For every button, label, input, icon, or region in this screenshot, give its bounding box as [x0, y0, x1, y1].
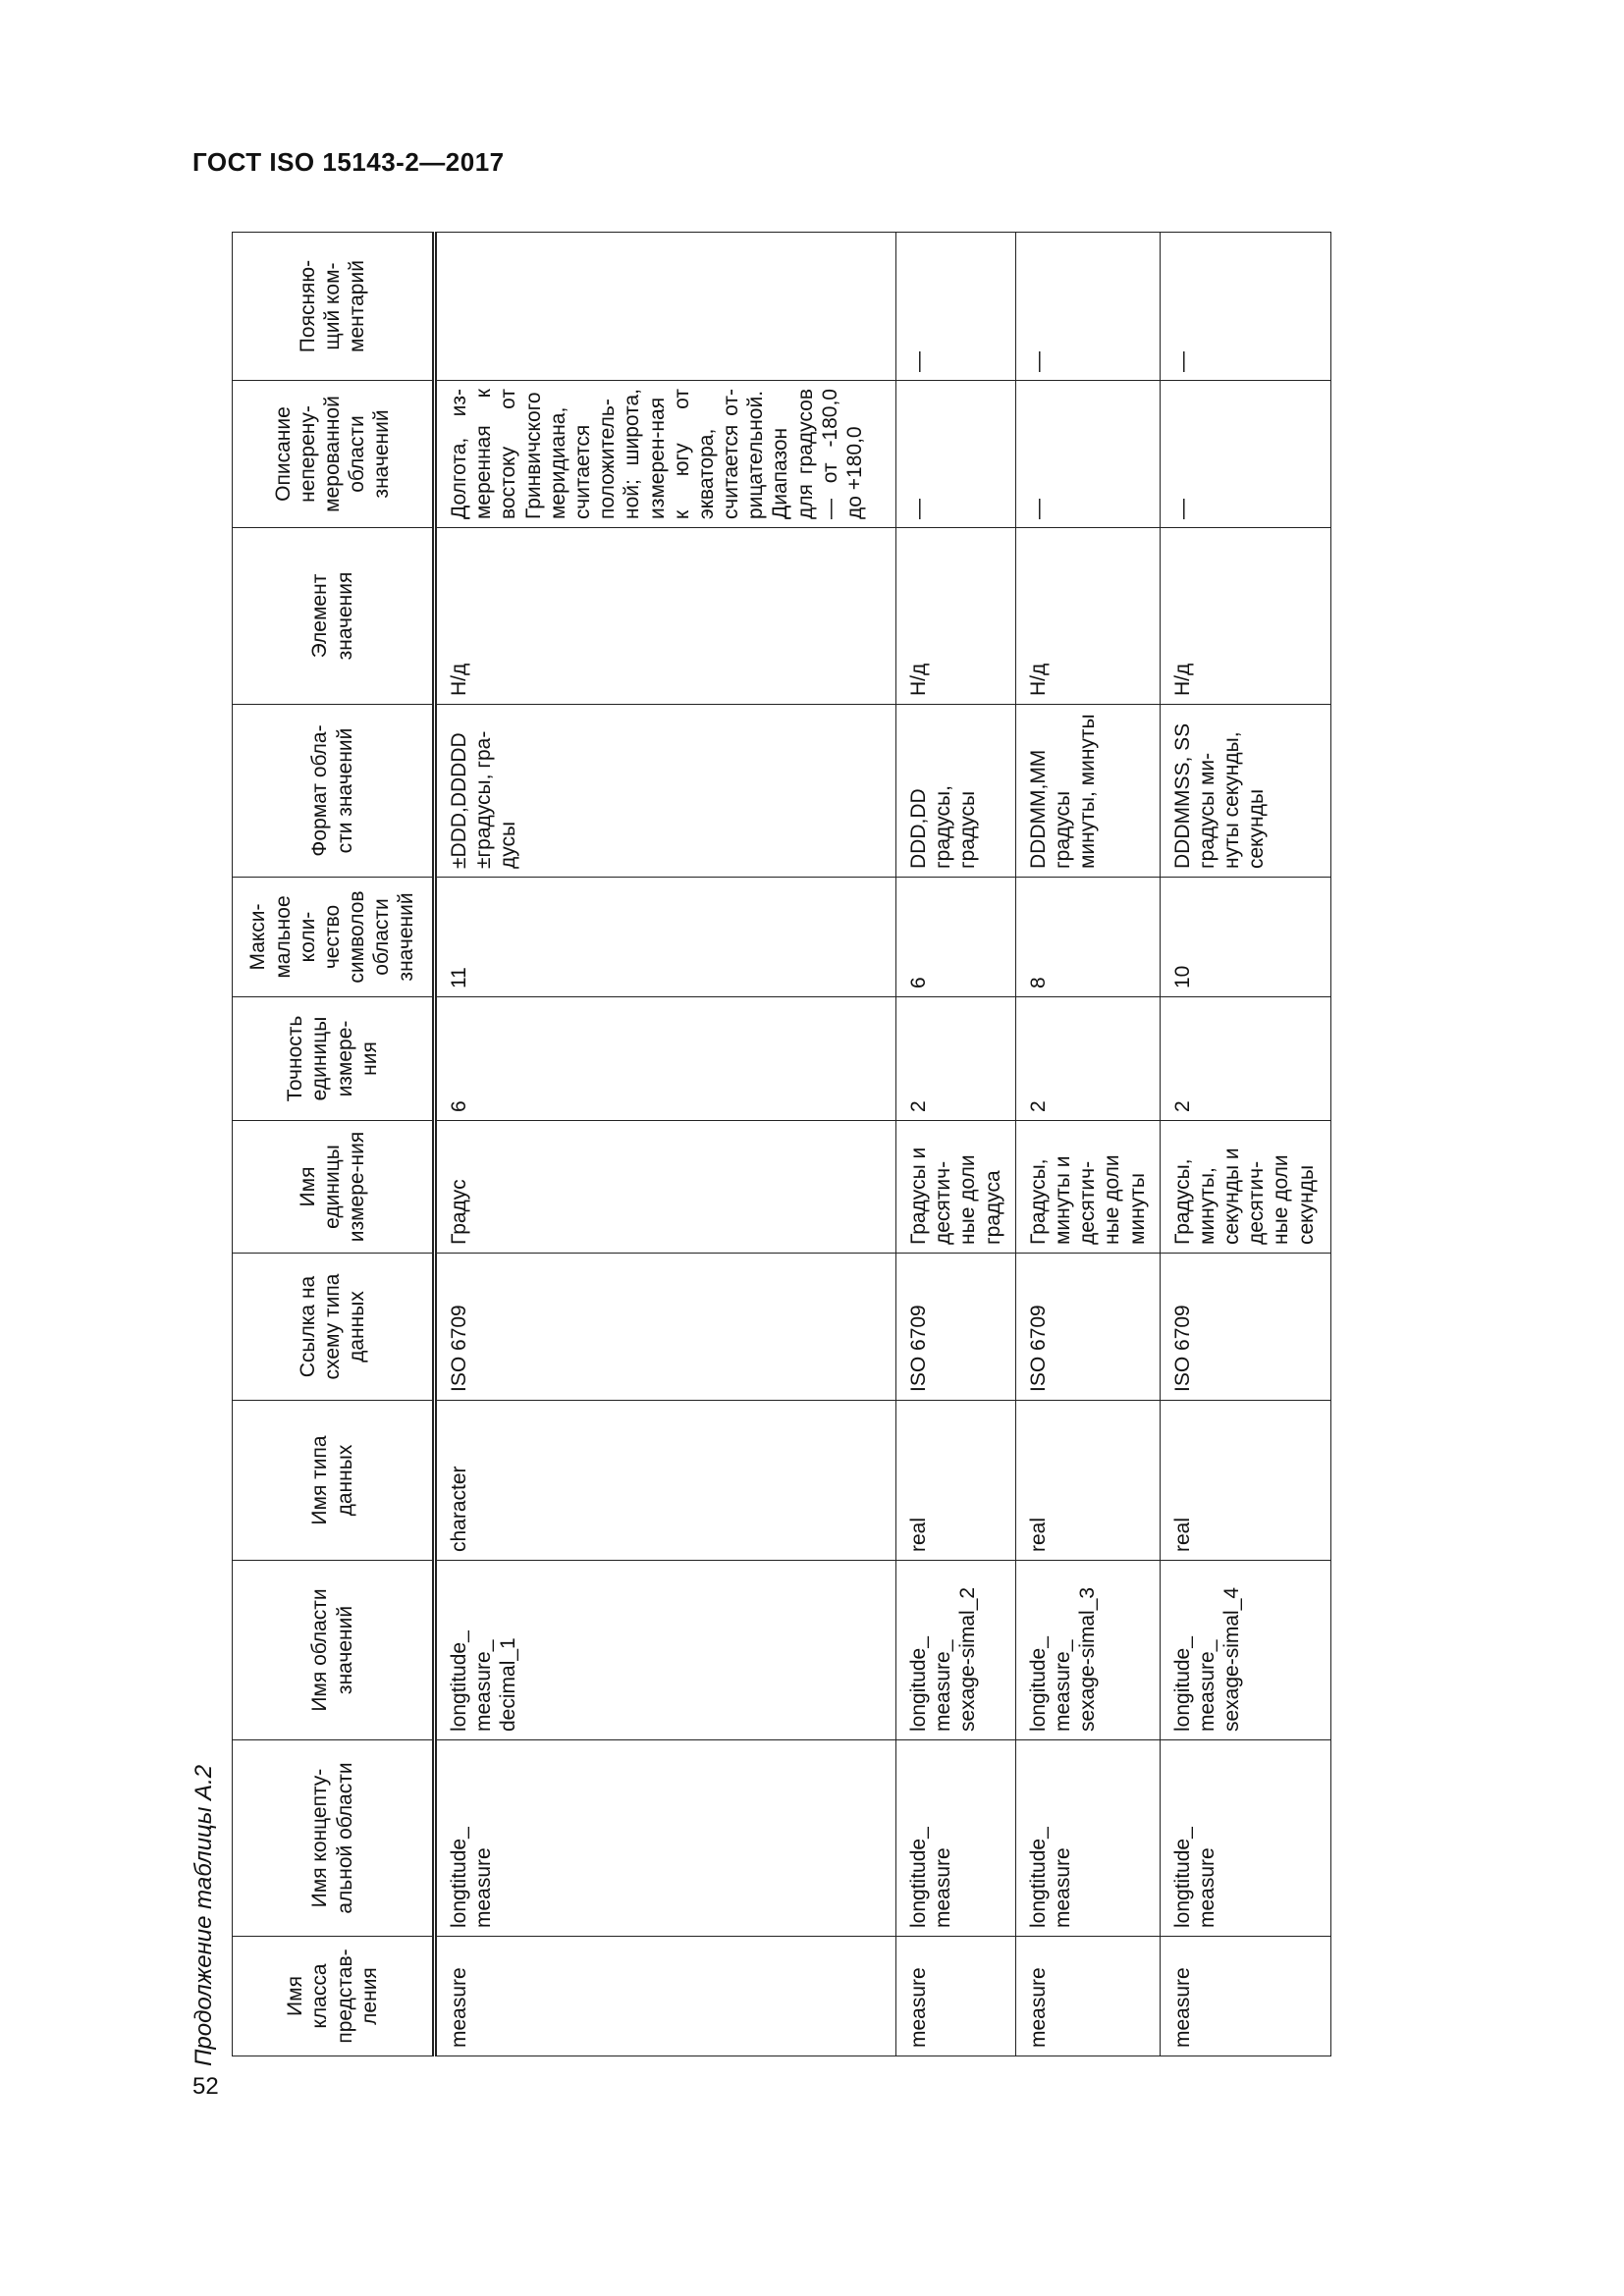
cell-domain: longtitude_ measure_ decimal_1: [435, 1561, 896, 1740]
cell-element: Н/д: [435, 528, 896, 705]
header-schema-ref: Ссылка на схему типа данных: [233, 1254, 435, 1401]
cell-precision: 2: [896, 997, 1016, 1121]
header-class-name: Имя класса представ-ления: [233, 1937, 435, 2056]
cell-unit: Градусы, минуты, секунды и десятич-ные доли секунды: [1160, 1121, 1330, 1254]
cell-class: measure: [435, 1937, 896, 2056]
header-value-element: Элемент значения: [233, 528, 435, 705]
table-row: [1160, 233, 1330, 2056]
cell-precision: 2: [1015, 997, 1160, 1121]
cell-description: —: [1015, 381, 1160, 528]
document-header: ГОСТ ISO 15143-2—2017: [192, 147, 505, 177]
cell-maxchars: 10: [1160, 878, 1330, 997]
cell-schema: ISO 6709: [1160, 1254, 1330, 1401]
table-caption: Продолжение таблицы А.2: [190, 1764, 217, 2066]
cell-format: ±DDD,DDDDD ±градусы, гра-дусы: [435, 705, 896, 878]
cell-comment: —: [1015, 233, 1160, 381]
header-domain-format: Формат обла-сти значений: [233, 705, 435, 878]
page-number: 52: [192, 2073, 219, 2100]
header-nonenum-description: Описание неперену-мерованной области значений: [233, 381, 435, 528]
data-table: [232, 232, 1331, 2056]
cell-unit: Градус: [435, 1121, 896, 1254]
cell-comment: [435, 233, 896, 381]
cell-element: Н/д: [1015, 528, 1160, 705]
cell-datatype: character: [435, 1401, 896, 1561]
cell-datatype: real: [896, 1401, 1016, 1561]
cell-datatype: real: [1015, 1401, 1160, 1561]
cell-class: measure: [1160, 1937, 1330, 2056]
cell-class: measure: [1015, 1937, 1160, 2056]
cell-format: DDDMM,MM градусы минуты, минуты: [1015, 705, 1160, 878]
cell-unit: Градусы и десятич-ные доли градуса: [896, 1121, 1016, 1254]
header-max-chars: Макси-мальное коли-чество символов области значений: [233, 878, 435, 997]
cell-element: Н/д: [1160, 528, 1330, 705]
cell-maxchars: 11: [435, 878, 896, 997]
cell-description: —: [1160, 381, 1330, 528]
header-datatype-name: Имя типа данных: [233, 1401, 435, 1561]
cell-schema: ISO 6709: [435, 1254, 896, 1401]
cell-format: DDDMMSS, SS градусы ми-нуты секунды, секунды: [1160, 705, 1330, 878]
header-domain-name: Имя области значений: [233, 1561, 435, 1740]
cell-maxchars: 8: [1015, 878, 1160, 997]
table-row: [1015, 233, 1160, 2056]
cell-concept: longtitude_ measure: [435, 1740, 896, 1937]
cell-domain: longitude_ measure_ sexage-simal_3: [1015, 1561, 1160, 1740]
header-concept-name: Имя концепту-альной области: [233, 1740, 435, 1937]
cell-format: DDD,DD градусы, градусы: [896, 705, 1016, 878]
cell-concept: longtitude_ measure: [1160, 1740, 1330, 1937]
rotated-table-container: [232, 233, 1327, 2056]
table-header-row: [233, 233, 435, 2056]
cell-unit: Градусы, минуты и десятич-ные доли минуты: [1015, 1121, 1160, 1254]
cell-domain: longitude_ measure_ sexage-simal_2: [896, 1561, 1016, 1740]
cell-class: measure: [896, 1937, 1016, 2056]
cell-precision: 6: [435, 997, 896, 1121]
cell-comment: —: [1160, 233, 1330, 381]
table-row: [896, 233, 1016, 2056]
header-comment: Поясняю-щий ком-ментарий: [233, 233, 435, 381]
header-unit-name: Имя единицы измере-ния: [233, 1121, 435, 1254]
cell-domain: longitude_ measure_ sexage-simal_4: [1160, 1561, 1330, 1740]
cell-precision: 2: [1160, 997, 1330, 1121]
cell-concept: longtitude_ measure: [1015, 1740, 1160, 1937]
cell-schema: ISO 6709: [896, 1254, 1016, 1401]
cell-datatype: real: [1160, 1401, 1330, 1561]
table-row: [435, 233, 896, 2056]
cell-description: Долгота, из-меренная к востоку от Гринвичского меридиана, считается положитель-ной; широта, измерен-ная к югу от экватора, считается от-рицательной. Диапазон для градусов — от -180,0 до +180,0: [435, 381, 896, 528]
cell-comment: —: [896, 233, 1016, 381]
cell-element: Н/д: [896, 528, 1016, 705]
cell-description: —: [896, 381, 1016, 528]
cell-maxchars: 6: [896, 878, 1016, 997]
header-unit-precision: Точность единицы измере-ния: [233, 997, 435, 1121]
cell-schema: ISO 6709: [1015, 1254, 1160, 1401]
cell-concept: longtitude_ measure: [896, 1740, 1016, 1937]
